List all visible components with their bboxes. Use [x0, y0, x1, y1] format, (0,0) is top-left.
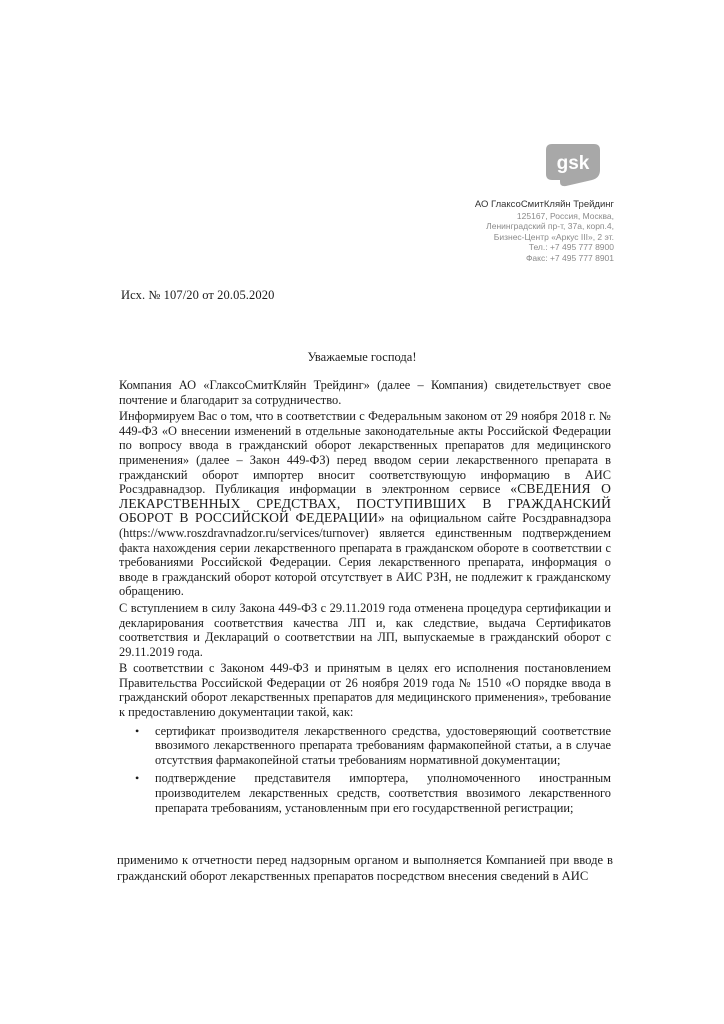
- logo-text: gsk: [556, 153, 590, 174]
- list-item-text: сертификат производителя лекарственного средства, удостоверяющий соответствие ввозимого лекарственного препарата требованиям фармакопейной статьи, а в случае отсутствия фармакопейной статьи требованиям нормативной документации;: [155, 723, 611, 767]
- paragraph-intro: Компания АО «ГлаксоСмитКляйн Трейдинг» (далее – Компания) свидетельствует свое почтение и благодарит за сотрудничество.: [119, 378, 611, 407]
- service-name: «СВЕДЕНИЯ О ЛЕКАРСТВЕННЫХ СРЕДСТВАХ, ПОСТУПИВШИХ В ГРАЖДАНСКИЙ ОБОРОТ В РОССИЙСКОЙ ФЕДЕРАЦИИ»: [119, 481, 611, 526]
- company-phone: Тел.: +7 495 777 8900: [528, 242, 614, 252]
- list-item: [119, 771, 611, 815]
- requirements-list: [119, 724, 611, 816]
- gsk-logo-icon: [540, 140, 604, 188]
- company-fax: Факс: +7 495 777 8901: [525, 252, 614, 263]
- company-name: АО ГлаксоСмитКляйн Трейдинг: [474, 199, 614, 210]
- outgoing-reference: Исх. № 107/20 от 20.05.2020: [121, 288, 275, 302]
- paragraph-law-449: [119, 409, 611, 599]
- gsk-logo: [540, 140, 604, 188]
- letter-body: [119, 378, 611, 819]
- paragraph-law-449-part-b: на официальном сайте Росздравнадзора (https://www.roszdravnadzor.ru/services/turnover) является единственным подтверждением факта нахождения серии лекарственного препарата в гражданском обороте в соответствии с требованиями Российской Федерации. Серия лекарственного препарата, информация о вводе в гражданский оборот которой отсутствует в АИС РЗН, не подлежит к гражданскому обращению.: [119, 511, 611, 599]
- bullet-icon: •: [135, 723, 140, 738]
- paragraph-law-449-part-a: Информируем Вас о том, что в соответствии с Федеральным законом от 29 ноября 2018 г. № 449-ФЗ «О внесении изменений в отдельные законодательные акты Российской Федерации по вопросу ввода в гражданский оборот лекарственных препаратов для медицинского применения» (далее – Закон 449-ФЗ) перед вводом серии лекарственного препарата в гражданский оборот импортер вносит соответствующую информацию в АИС Росздравнадзор. Публикация информации в электронном сервисе: [119, 409, 611, 497]
- greeting: Уважаемые господа!: [307, 350, 417, 364]
- bullet-icon: •: [135, 771, 140, 786]
- company-address-block: [452, 200, 614, 263]
- company-address-line: 125167, Россия, Москва,: [516, 210, 614, 221]
- company-address-line: Бизнес-Центр «Аркус III», 2 эт.: [493, 231, 614, 242]
- company-address-line: Ленинградский пр-т, 37а, корп.4,: [486, 221, 614, 231]
- paragraph-continuation: применимо к отчетности перед надзорным органом и выполняется Компанией при вводе в гражданский оборот лекарственных препаратов посредством внесения сведений в АИС: [117, 853, 613, 883]
- list-item: [119, 724, 611, 768]
- paragraph-certification: С вступлением в силу Закона 449-ФЗ с 29.11.2019 года отменена процедура сертификации и декларирования соответствия качества ЛП и, как следствие, выдача Сертификатов соответствия и Деклараций о соответствии на ЛП, выпускаемые в гражданский оборот с 29.11.2019 года.: [119, 600, 611, 659]
- list-item-text: подтверждение представителя импортера, уполномоченного иностранным производителем лекарственных средств, соответствия ввозимого лекарственного препарата требованиям, установленным при его государственной регистрации;: [155, 771, 611, 815]
- paragraph-decree-1510: В соответствии с Законом 449-ФЗ и принятым в целях его исполнения постановлением Правительства Российской Федерации от 26 ноября 2019 года № 1510 «О порядке ввода в гражданский оборот лекарственных препаратов для медицинского применения», требование к предоставлению документации такой, как:: [119, 661, 611, 720]
